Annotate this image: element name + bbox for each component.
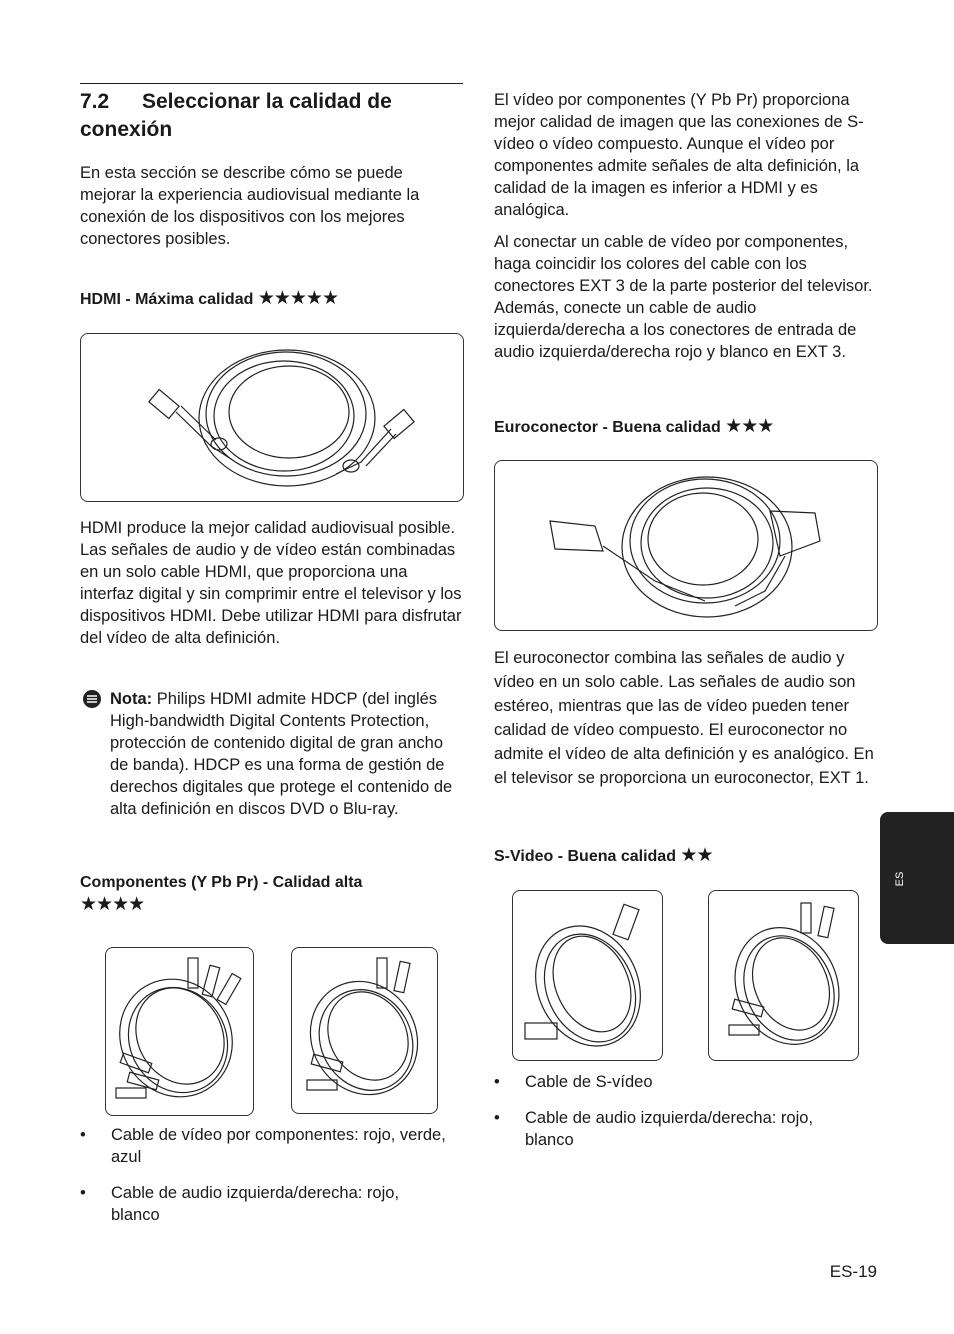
list-item xyxy=(80,1182,463,1228)
section-rule xyxy=(80,83,463,84)
scart-stars: ★★★ xyxy=(725,416,774,437)
list-item xyxy=(80,1124,463,1170)
list-item xyxy=(494,1107,877,1153)
hdmi-cable-icon xyxy=(81,334,463,501)
section-heading xyxy=(80,88,463,144)
hdmi-heading xyxy=(80,288,463,311)
svideo-stars: ★★ xyxy=(680,845,713,866)
bullet-dot: • xyxy=(494,1073,500,1091)
hdmi-stars: ★★★★★ xyxy=(257,288,338,309)
section-intro: En esta sección se describe cómo se puede mejorar la experiencia audiovisual mediante la conexión de los dispositivos con los mejores conectores posibles. xyxy=(80,164,420,248)
list-item xyxy=(494,1071,877,1095)
note-label: Nota: xyxy=(110,690,153,708)
svideo-cable-image xyxy=(512,890,663,1061)
page-number: ES-19 xyxy=(829,1262,877,1281)
bullet-text: Cable de audio izquierda/derecha: rojo, blanco xyxy=(525,1109,814,1149)
scart-cable-icon xyxy=(495,461,877,630)
component-stars: ★★★★ xyxy=(80,894,145,915)
hdmi-body: HDMI produce la mejor calidad audiovisual posible. Las señales de audio y de vídeo están combinadas en un solo cable HDMI, que proporciona una interfaz digital y sin comprimir entre el televisor y los dispositivos HDMI. Debe utilizar HDMI para disfrutar del vídeo de alta definición. xyxy=(80,519,462,647)
bullet-dot: • xyxy=(80,1184,86,1202)
component-heading xyxy=(80,872,463,916)
scart-heading xyxy=(494,416,877,439)
scart-body: El euroconector combina las señales de audio y vídeo en un solo cable. Las señales de audio son estéreo, mientras que las de vídeo pueden tener calidad de vídeo compuesto. El euroconector no admite el vídeo de alta definición y es analógico. En el televisor se proporciona un euroconector, EXT 1. xyxy=(494,649,874,787)
component-para-1: El vídeo por componentes (Y Pb Pr) proporciona mejor calidad de imagen que las conexiones de S-vídeo o vídeo compuesto. Aunque el vídeo por componentes admite señales de alta definición, la calidad de la imagen es inferior a HDMI y es analógica. xyxy=(494,91,864,219)
component-heading-text: Componentes (Y Pb Pr) - Calidad alta xyxy=(80,874,363,891)
hdmi-cable-image xyxy=(80,333,464,502)
component-para-2: Al conectar un cable de vídeo por componentes, haga coincidir los colores del cable con los conectores EXT 3 de la parte posterior del televisor. Además, conecte un cable de audio izquierda/derecha a los conectores de entrada de audio izquierda/derecha rojo y blanco en EXT 3. xyxy=(494,233,873,361)
bullet-text: Cable de vídeo por componentes: rojo, verde, azul xyxy=(111,1126,446,1166)
svideo-audio-cable-icon xyxy=(709,891,858,1060)
audio-cable-icon xyxy=(292,948,437,1113)
scart-cable-image xyxy=(494,460,878,631)
note-icon xyxy=(82,689,102,709)
scart-heading-text: Euroconector - Buena calidad xyxy=(494,419,721,436)
note-text: Philips HDMI admite HDCP (del inglés High-bandwidth Digital Contents Protection, protección de contenido digital de gran ancho de banda). HDCP es una forma de gestión de derechos digitales que protege el contenido de alta definición en discos DVD o Blu-ray. xyxy=(110,690,453,818)
bullet-dot: • xyxy=(80,1126,86,1144)
bullet-dot: • xyxy=(494,1109,500,1127)
language-tab-label: ES xyxy=(894,871,906,887)
hdmi-note xyxy=(110,688,465,820)
component-cable-icon xyxy=(106,948,253,1115)
svideo-heading-text: S-Video - Buena calidad xyxy=(494,848,676,865)
hdmi-heading-text: HDMI - Máxima calidad xyxy=(80,291,254,308)
svideo-audio-cable-image xyxy=(708,890,859,1061)
svideo-heading xyxy=(494,845,877,868)
section-number: 7.2 xyxy=(80,90,110,113)
section-title: Seleccionar la calidad de conexión xyxy=(80,90,392,141)
component-video-cable-image xyxy=(105,947,254,1116)
component-audio-cable-image xyxy=(291,947,438,1114)
svideo-cable-icon xyxy=(513,891,662,1060)
bullet-text: Cable de audio izquierda/derecha: rojo, blanco xyxy=(111,1184,400,1224)
bullet-text: Cable de S-vídeo xyxy=(525,1073,653,1091)
